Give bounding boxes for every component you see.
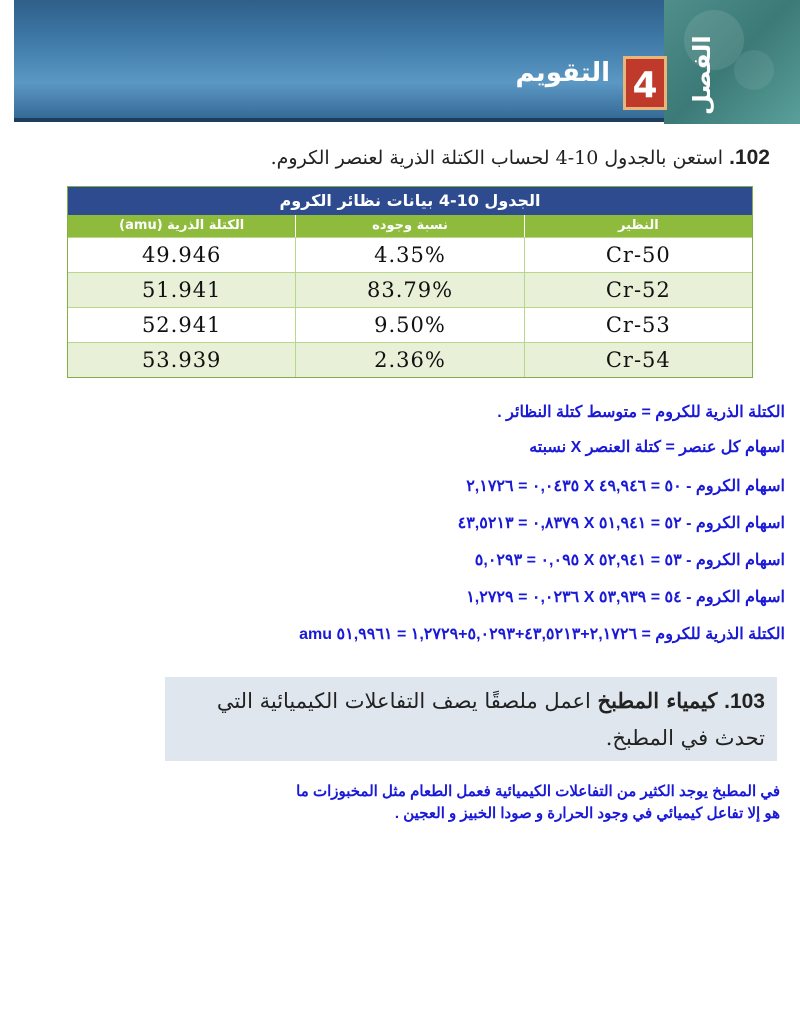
question-text: استعن بالجدول 10-4 لحساب الكتلة الذرية لعنصر الكروم.	[270, 147, 724, 169]
question-number: 103.	[724, 690, 765, 713]
answer-103	[120, 781, 780, 825]
question-102	[60, 146, 770, 176]
column-header-mass: الكتلة الذرية (amu)	[119, 218, 245, 233]
table-row	[68, 307, 752, 342]
cell-abundance: 2.36%	[295, 343, 523, 377]
cell-abundance: 9.50%	[295, 308, 523, 342]
column-header-isotope: النظير	[524, 215, 752, 237]
table-row	[68, 342, 752, 377]
isotope-table	[67, 186, 753, 378]
cell-isotope: Cr-54	[524, 343, 752, 377]
question-number: 102.	[729, 146, 770, 169]
solution-line: اسهام الكروم - ٥٣ = ٥٢,٩٤١ X ٠,٠٩٥ = ٥,٠٢٩٣	[474, 552, 785, 569]
table-header	[68, 215, 752, 237]
column-header-abundance: نسبة وجوده	[295, 215, 523, 237]
cell-abundance: 83.79%	[295, 273, 523, 307]
question-103	[165, 677, 777, 761]
question-keyword: كيمياء المطبخ	[597, 688, 718, 713]
cell-abundance: 4.35%	[295, 238, 523, 272]
section-title: التقويم	[515, 58, 610, 88]
answer-line: هو إلا تفاعل كيميائي في وجود الحرارة و صودا الخبيز و العجين .	[394, 805, 780, 822]
cell-mass: 49.946	[141, 243, 222, 267]
question-text: اعمل ملصقًا يصف التفاعلات الكيميائية التي تحدث في المطبخ.	[216, 689, 765, 750]
solution-line: اسهام الكروم - ٥٢ = ٥١,٩٤١ X ٠,٨٣٧٩ = ٤٣,٥٢١٣	[457, 515, 785, 532]
table-row	[68, 272, 752, 307]
solution-line: اسهام الكروم - ٥٠ = ٤٩,٩٤٦ X ٠,٠٤٣٥ = ٢,١٧٢٦	[466, 478, 785, 495]
chapter-label: الفصل	[688, 35, 716, 115]
cell-isotope: Cr-50	[524, 238, 752, 272]
chapter-number: 4	[623, 56, 667, 110]
cell-isotope: Cr-52	[524, 273, 752, 307]
solution-total: الكتلة الذرية للكروم = ٢,١٧٢٦+٤٣,٥٢١٣+٥,٠٢٩٣+١,٢٧٢٩ = ٥١,٩٩٦١ amu	[299, 626, 785, 643]
table-title: الجدول 10-4 بيانات نظائر الكروم	[68, 187, 752, 215]
cell-mass: 51.941	[141, 278, 222, 302]
table-row	[68, 237, 752, 272]
tab-decoration	[734, 50, 774, 90]
cell-mass: 52.941	[141, 313, 222, 337]
cell-isotope: Cr-53	[524, 308, 752, 342]
solution-line: اسهام كل عنصر = كتلة العنصر X نسبته	[529, 439, 785, 456]
cell-mass: 53.939	[141, 348, 222, 372]
solution-line: اسهام الكروم - ٥٤ = ٥٣,٩٣٩ X ٠,٠٢٣٦ = ١,٢٧٢٩	[466, 589, 785, 606]
solution-line: الكتلة الذرية للكروم = متوسط كتلة النظائر .	[497, 404, 785, 421]
answer-line: في المطبخ يوجد الكثير من التفاعلات الكيميائية فعمل الطعام مثل المخبوزات ما	[296, 783, 780, 800]
